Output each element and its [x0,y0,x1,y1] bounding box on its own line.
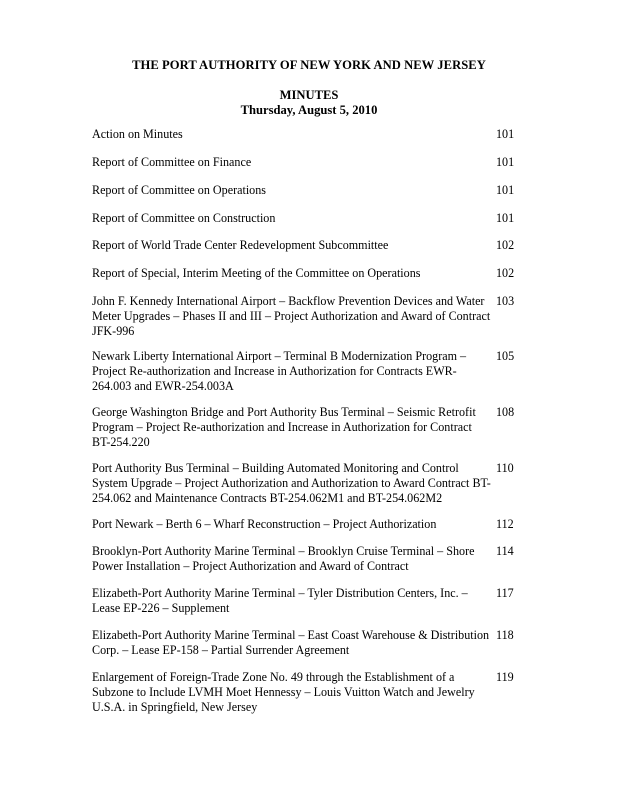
toc-item-text: George Washington Bridge and Port Authority Bus Terminal – Seismic Retrofit Program – Project Re-authorization and Increase in Authorization for Contract BT-254.220 [92,405,476,450]
toc-item-page: 117 [496,586,514,600]
toc-item-page: 112 [496,517,514,531]
toc-item-text: Report of Committee on Operations [92,183,266,197]
meeting-date: Thursday, August 5, 2010 [240,103,378,117]
toc-item-text: Report of Special, Interim Meeting of the Committee on Operations [92,266,421,280]
toc-item-page: 119 [496,670,514,684]
toc-item [92,155,522,170]
toc-item [92,349,522,395]
toc-item [92,544,522,574]
toc-item-text: Newark Liberty International Airport – Terminal B Modernization Program – Project Re-authorization and Increase in Authorization for Contracts EWR-264.003 and EWR-254.003A [92,349,467,394]
toc-item-page: 110 [496,461,514,475]
toc-item [92,461,522,507]
toc-item-text: Enlargement of Foreign-Trade Zone No. 49 through the Establishment of a Subzone to Include LVMH Moet Hennessy – Louis Vuitton Watch and Jewelry U.S.A. in Springfield, New Jersey [92,670,475,715]
toc-item-text: Brooklyn-Port Authority Marine Terminal – Brooklyn Cruise Terminal – Shore Power Installation – Project Authorization and Award of Contract [92,544,475,574]
toc-item-text: Report of Committee on Construction [92,211,276,225]
toc-item [92,517,522,532]
toc-item-text: Port Newark – Berth 6 – Wharf Reconstruction – Project Authorization [92,517,437,531]
toc-item-text: Action on Minutes [92,127,183,141]
toc-item-page: 101 [496,183,515,197]
toc-item [92,628,522,658]
toc-item [92,211,522,226]
toc-item [92,183,522,198]
toc-item [92,127,522,142]
toc-item-page: 108 [496,405,515,419]
toc-item [92,294,522,340]
toc-item-page: 101 [496,211,515,225]
toc-item [92,405,522,451]
toc-item-text: Elizabeth-Port Authority Marine Terminal – East Coast Warehouse & Distribution Corp. – Lease EP-158 – Partial Surrender Agreement [92,628,490,658]
toc-item-page: 102 [496,238,515,252]
toc-item-text: John F. Kennedy International Airport – Backflow Prevention Devices and Water Meter Upgrades – Phases II and III – Project Authorization and Award of Contract JFK-996 [92,294,491,339]
toc-item-page: 101 [496,127,515,141]
toc-item-page: 101 [496,155,515,169]
toc-item [92,670,522,716]
toc-item-text: Report of Committee on Finance [92,155,252,169]
toc-item-page: 105 [496,349,515,363]
toc-item-text: Elizabeth-Port Authority Marine Terminal – Tyler Distribution Centers, Inc. – Lease EP-226 – Supplement [92,586,468,616]
toc-item-page: 114 [496,544,514,558]
organization-title: THE PORT AUTHORITY OF NEW YORK AND NEW JERSEY [132,58,486,72]
toc-item-text: Report of World Trade Center Redevelopment Subcommittee [92,238,389,252]
toc-item [92,586,522,616]
toc-item [92,266,522,281]
document-title: MINUTES [279,88,339,102]
toc-item-page: 103 [496,294,515,308]
toc-item-page: 102 [496,266,515,280]
toc-item-text: Port Authority Bus Terminal – Building Automated Monitoring and Control System Upgrade – Project Authorization and Authorization to Award Contract BT-254.062 and Maintenance Contracts BT-254.062M1 and BT-254.062M2 [92,461,491,506]
toc-item [92,238,522,253]
toc-item-page: 118 [496,628,514,642]
